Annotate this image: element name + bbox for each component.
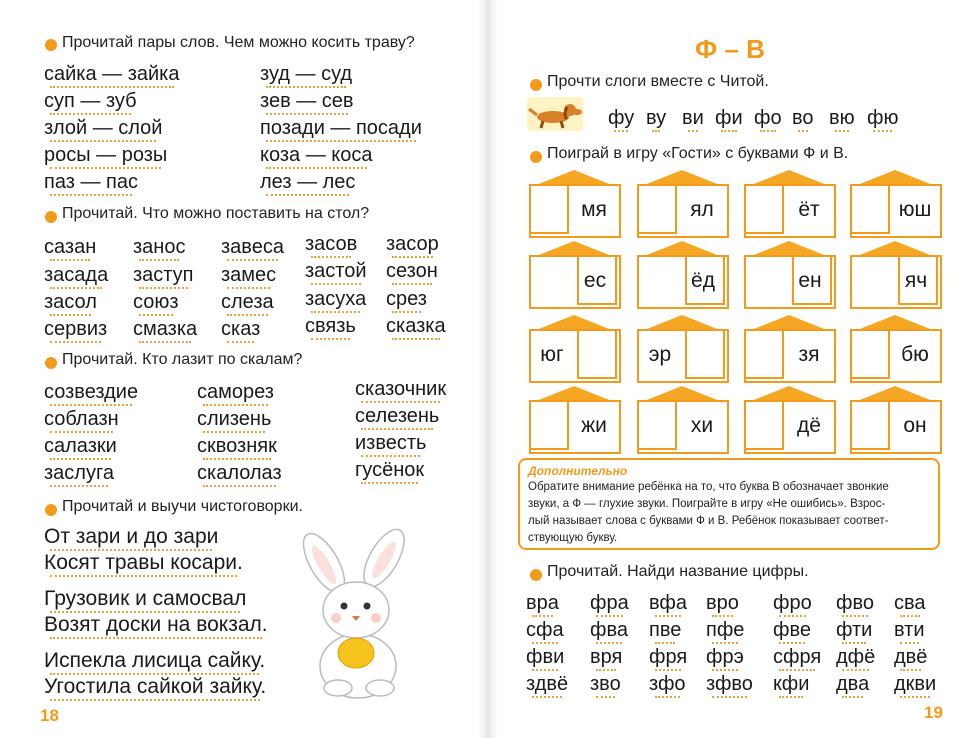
syllable-cluster: пве [649, 619, 682, 641]
syllable: фу [608, 107, 635, 129]
word-pair: лез — лес [260, 171, 356, 193]
house [741, 170, 837, 236]
word: сезон [386, 260, 438, 282]
verse-line: Возят доски на вокзал. [44, 613, 268, 636]
word-pair: сайка — зайка [44, 63, 180, 85]
word: салазки [44, 435, 117, 457]
house-syllable: бю [901, 343, 929, 366]
house-syllable: мя [581, 198, 607, 221]
syllable-cluster: сва [894, 592, 926, 614]
word-pair: зев — сев [260, 90, 354, 112]
house-syllable: ёт [798, 198, 820, 221]
note-line: лый называет слова с буквами Ф и В. Ребёнок показывает соответ- [528, 515, 889, 527]
word: слеза [221, 291, 274, 313]
word: соблазн [44, 408, 119, 430]
note-line: ствующую букву. [528, 532, 618, 544]
bullet-icon [45, 357, 57, 369]
syllable-cluster: вфа [649, 592, 687, 614]
house-syllable: эр [648, 343, 672, 366]
syllable-cluster: зво [590, 673, 621, 695]
dog-icon [527, 97, 583, 131]
house-syllable: юг [540, 343, 564, 366]
syllable-cluster: два [836, 673, 870, 695]
syllable-cluster: вро [706, 592, 739, 614]
word-pair: суп — зуб [44, 90, 137, 112]
section3-instruction: Прочитай. Кто лазит по скалам? [62, 351, 303, 368]
word: застой [305, 260, 367, 282]
page-number: 18 [40, 706, 59, 725]
word-pair: зуд — суд [260, 63, 353, 85]
word: сказ [221, 318, 261, 340]
syllable-cluster: зфво [706, 673, 753, 695]
syllable: ви [682, 107, 704, 129]
house-syllable: ёд [691, 269, 715, 292]
syllable-cluster: дкви [894, 673, 937, 695]
note-title: Дополнительно [528, 464, 628, 478]
syllable-cluster: здвё [526, 673, 569, 695]
house-syllable: зя [798, 343, 820, 366]
syllable-cluster: фве [773, 619, 811, 641]
house-syllable: ес [583, 269, 607, 292]
word: слизень [197, 408, 272, 430]
verse-line: Косят травы косари. [44, 551, 243, 574]
section4-instruction: Прочитай и выучи чистоговорки. [62, 498, 303, 515]
word: связь [305, 315, 356, 337]
bullet-icon [45, 504, 57, 516]
word: засада [44, 264, 109, 286]
syllable-cluster: фра [590, 592, 629, 614]
syllable-cluster: фва [590, 619, 628, 641]
word: сазан [44, 236, 97, 258]
house [634, 170, 730, 236]
house [526, 315, 622, 381]
syllable: ву [646, 107, 667, 129]
house [634, 315, 730, 381]
syllable-cluster: сфа [526, 619, 564, 641]
verse-line: От зари и до зари [44, 525, 219, 548]
syllable: фо [754, 107, 782, 129]
syllable-cluster: вра [526, 592, 559, 614]
syllable-cluster: пфе [706, 619, 745, 641]
syllable-cluster: сфря [773, 646, 822, 668]
syllable-cluster: фря [649, 646, 688, 668]
house-syllable: он [903, 414, 927, 437]
house-syllable: дё [797, 414, 821, 437]
syllable-cluster: дфё [836, 646, 876, 668]
word: смазка [133, 318, 198, 340]
word: известь [355, 432, 427, 454]
bunny-illustration [296, 528, 416, 703]
section1-instruction: Прочти слоги вместе с Читой. [547, 73, 769, 90]
section3-instruction: Прочитай. Найди название цифры. [547, 563, 809, 580]
word: скалолаз [197, 462, 282, 484]
word: занос [133, 236, 186, 258]
house [741, 241, 837, 307]
bullet-icon [530, 569, 542, 581]
section1-instruction: Прочитай пары слов. Чем можно косить траву? [62, 34, 415, 51]
word: селезень [355, 405, 440, 427]
bullet-icon [45, 211, 57, 223]
word-pair: позади — посади [260, 117, 422, 139]
house [634, 241, 730, 307]
house [526, 241, 622, 307]
syllable: во [792, 107, 814, 129]
word-pair: злой — слой [44, 117, 163, 139]
word: союз [133, 291, 179, 313]
syllable: вю [829, 107, 855, 129]
word: замес [221, 264, 277, 286]
word: сквозняк [197, 435, 277, 457]
house-syllable: жи [581, 414, 607, 437]
house [847, 170, 943, 236]
page-number: 19 [924, 703, 943, 722]
house [741, 315, 837, 381]
syllable-cluster: двё [894, 646, 928, 668]
syllable-cluster: фви [526, 646, 565, 668]
note-line: звуки, а Ф — глухие звуки. Поиграйте в игру «Не ошибись». Взрос- [528, 498, 886, 510]
house [741, 386, 837, 452]
word: завеса [221, 236, 284, 258]
verse-line: Угостила сайкой зайку. [44, 675, 267, 698]
word: заслуга [44, 462, 114, 484]
word: созвездие [44, 381, 139, 403]
syllable: фю [867, 107, 899, 129]
house [847, 315, 943, 381]
word: засуха [305, 288, 367, 310]
verse-line: Испекла лисица сайку. [44, 649, 266, 672]
word: сервиз [44, 318, 108, 340]
page-title: Ф – В [695, 34, 765, 64]
word: саморез [197, 381, 274, 403]
word-pair: коза — коса [260, 144, 373, 166]
word: засор [386, 233, 439, 255]
syllable: фи [715, 107, 743, 129]
syllable-cluster: фрэ [706, 646, 744, 668]
right-page [490, 0, 970, 738]
syllable-cluster: кфи [773, 673, 810, 695]
house-syllable: хи [690, 414, 714, 437]
house [526, 170, 622, 236]
syllable-cluster: фво [836, 592, 874, 614]
section2-instruction: Поиграй в игру «Гости» с буквами Ф и В. [547, 145, 849, 162]
word: гусёнок [355, 459, 425, 481]
syllable-cluster: вти [894, 619, 925, 641]
verse-line: Грузовик и самосвал [44, 587, 247, 610]
house [847, 241, 943, 307]
section2-instruction: Прочитай. Что можно поставить на стол? [62, 205, 370, 222]
word: сказка [386, 315, 446, 337]
syllable-cluster: фро [773, 592, 812, 614]
word: засов [305, 233, 358, 255]
bullet-icon [530, 151, 542, 163]
word: срез [386, 288, 427, 310]
house-syllable: яч [904, 269, 928, 292]
word-pair: росы — розы [44, 144, 168, 166]
house-syllable: ен [798, 269, 822, 292]
note-box [518, 458, 940, 550]
bullet-icon [530, 79, 542, 91]
house [634, 386, 730, 452]
word: сказочник [355, 378, 447, 400]
syllable-cluster: вря [590, 646, 623, 668]
word-pair: паз — пас [44, 171, 138, 193]
house [847, 386, 943, 452]
note-line: Обратите внимание ребёнка на то, что буква В обозначает звонкие [528, 481, 889, 493]
house-syllable: юш [898, 198, 932, 221]
syllable-cluster: фти [836, 619, 873, 641]
bullet-icon [45, 39, 57, 51]
syllable-cluster: зфо [649, 673, 686, 695]
word: засол [44, 291, 97, 313]
house-syllable: ял [690, 198, 714, 221]
word: заступ [133, 264, 194, 286]
house [526, 386, 622, 452]
